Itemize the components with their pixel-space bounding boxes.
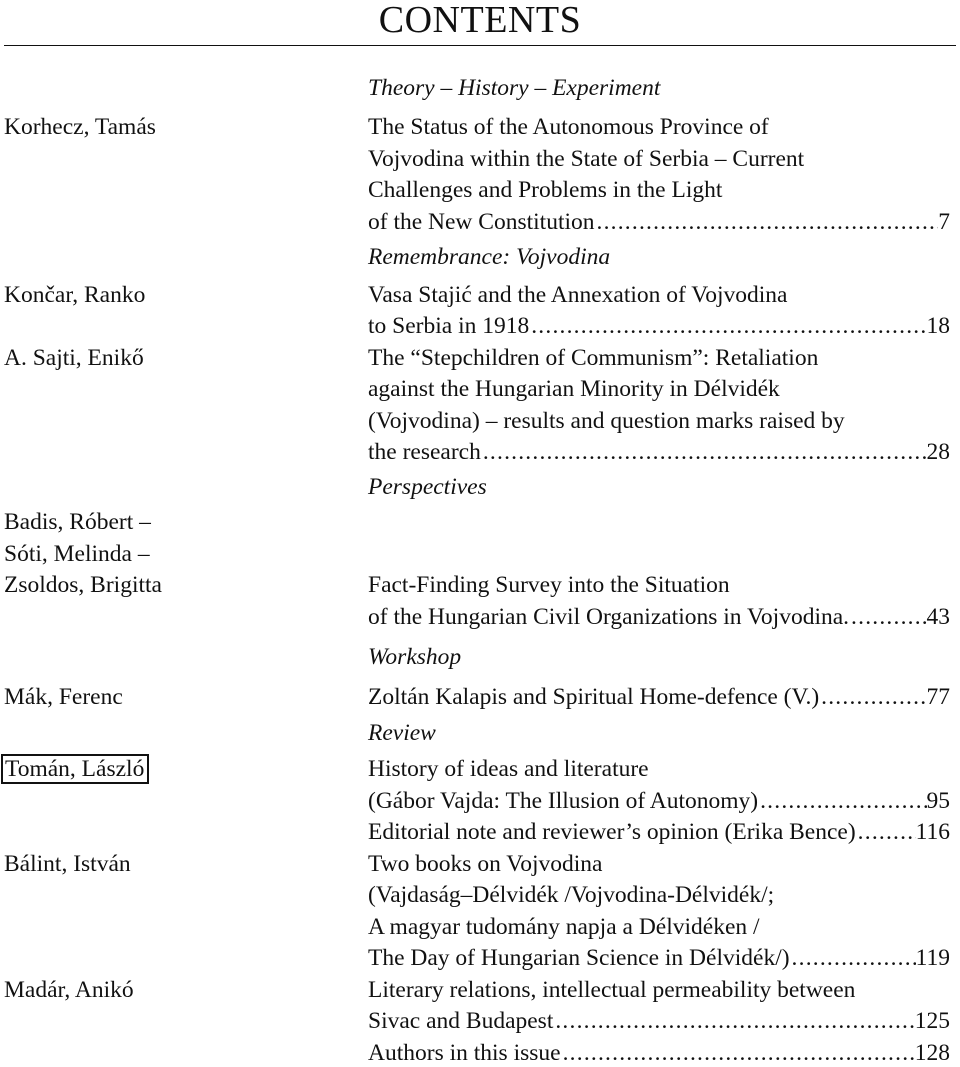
page-number: 77 — [926, 684, 950, 710]
toc-entry-ideas[interactable] — [368, 787, 950, 815]
title-divider — [4, 45, 956, 46]
toc-entry-authors-in-issue[interactable] — [368, 1039, 950, 1067]
entry-status-line-2: Vojvodina within the State of Serbia – Current — [368, 146, 805, 172]
section-heading-workshop: Workshop — [368, 644, 462, 670]
section-heading-remembrance: Remembrance: Vojvodina — [368, 244, 611, 270]
toc-entry-stajic[interactable] — [368, 312, 950, 340]
page-number: 43 — [926, 604, 950, 630]
page-title: CONTENTS — [378, 0, 582, 41]
author-balint: Bálint, István — [4, 851, 131, 877]
dot-leader — [561, 1039, 915, 1067]
page-number: 125 — [914, 1008, 950, 1034]
entry-stepchildren-line-3: (Vojvodina) – results and question marks raised by — [368, 408, 845, 434]
page-number: 28 — [926, 439, 950, 465]
dot-leader — [819, 683, 926, 711]
page-number: 128 — [914, 1040, 950, 1066]
entry-ideas-last-line: (Gábor Vajda: The Illusion of Autonomy) — [368, 788, 759, 814]
entry-factfinding-last-line: of the Hungarian Civil Organizations in Vojvodina. — [368, 604, 850, 630]
entry-twobooks-last-line: The Day of Hungarian Science in Délvidék/) — [368, 945, 790, 971]
page-number: 119 — [915, 945, 950, 971]
entry-twobooks-line-3: A magyar tudomány napja a Délvidéken / — [368, 914, 760, 940]
author-mak: Mák, Ferenc — [4, 684, 123, 710]
page-number: 7 — [938, 209, 950, 235]
entry-editorial-title: Editorial note and reviewer’s opinion (Erika Bence) — [368, 819, 856, 845]
author-sajti: A. Sajti, Enikő — [4, 345, 144, 371]
entry-stepchildren-line-2: against the Hungarian Minority in Délvidék — [368, 376, 780, 402]
dot-leader — [553, 1007, 914, 1035]
entry-authors-in-issue-title: Authors in this issue — [368, 1040, 561, 1066]
toc-entry-twobooks[interactable] — [368, 944, 950, 972]
entry-status-last-line: of the New Constitution — [368, 209, 595, 235]
toc-entry-status[interactable] — [368, 208, 950, 236]
entry-stepchildren-last-line: the research — [368, 439, 481, 465]
page-number: 116 — [915, 819, 950, 845]
toc-entry-stepchildren[interactable] — [368, 438, 950, 466]
selected-author-box: Tomán, László — [1, 754, 149, 784]
dot-leader — [529, 312, 926, 340]
dot-leader — [849, 603, 926, 631]
toc-entry-factfinding[interactable] — [368, 603, 950, 631]
section-heading-perspectives: Perspectives — [368, 474, 487, 500]
dot-leader — [758, 787, 926, 815]
author-soti: Sóti, Melinda – — [4, 541, 150, 567]
entry-literary-line-1: Literary relations, intellectual permeability between — [368, 977, 856, 1003]
dot-leader — [595, 208, 939, 236]
entry-twobooks-line-1: Two books on Vojvodina — [368, 851, 603, 877]
toc-entry-editorial[interactable] — [368, 818, 950, 846]
entry-twobooks-line-2: (Vajdaság–Délvidék /Vojvodina-Délvidék/; — [368, 882, 775, 908]
dot-leader — [790, 944, 916, 972]
author-madar: Madár, Anikó — [4, 977, 134, 1003]
entry-stepchildren-line-1: The “Stepchildren of Communism”: Retaliation — [368, 345, 819, 371]
author-toman[interactable] — [4, 755, 149, 783]
dot-leader — [481, 438, 927, 466]
entry-literary-last-line: Sivac and Budapest — [368, 1008, 554, 1034]
author-korhecz: Korhecz, Tamás — [4, 114, 156, 140]
section-heading-theory: Theory – History – Experiment — [368, 75, 661, 101]
author-badis: Badis, Róbert – — [4, 509, 151, 535]
section-heading-review: Review — [368, 720, 436, 746]
page-number: 95 — [926, 788, 950, 814]
entry-stajic-line-1: Vasa Stajić and the Annexation of Vojvodina — [368, 282, 788, 308]
entry-kalapis-title: Zoltán Kalapis and Spiritual Home-defence (V.) — [368, 684, 820, 710]
entry-stajic-last-line: to Serbia in 1918 — [368, 313, 530, 339]
dot-leader — [856, 818, 916, 846]
entry-status-line-1: The Status of the Autonomous Province of — [368, 114, 769, 140]
entry-ideas-line-1: History of ideas and literature — [368, 756, 649, 782]
entry-factfinding-line-1: Fact-Finding Survey into the Situation — [368, 572, 730, 598]
entry-status-line-3: Challenges and Problems in the Light — [368, 177, 723, 203]
page-number: 18 — [926, 313, 950, 339]
author-koncar: Končar, Ranko — [4, 282, 146, 308]
author-zsoldos: Zsoldos, Brigitta — [4, 572, 162, 598]
toc-entry-kalapis[interactable] — [368, 683, 950, 711]
toc-entry-literary[interactable] — [368, 1007, 950, 1035]
